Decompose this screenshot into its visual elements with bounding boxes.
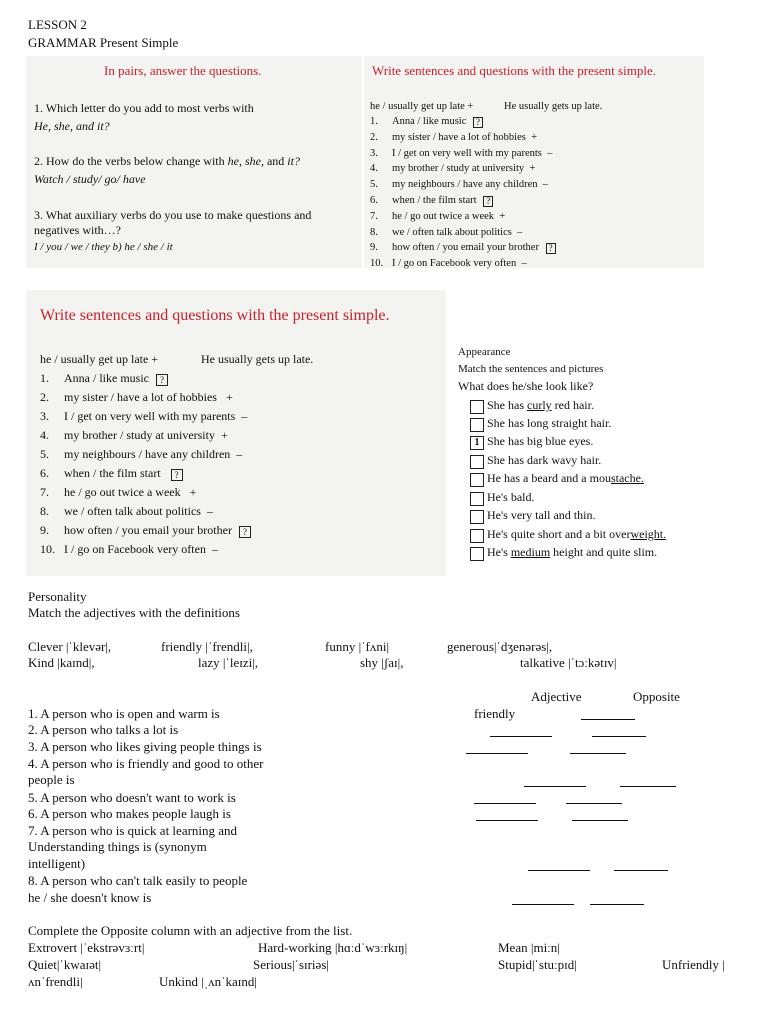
answer-blank[interactable] xyxy=(620,786,676,787)
personality-title: Personality xyxy=(28,589,87,604)
definition: 6. A person who makes people laugh is xyxy=(28,806,231,821)
adjective-word: Kind |kaɪnd|, xyxy=(28,655,95,670)
definition: he / she doesn't know is xyxy=(28,890,152,905)
opposite-word: Unfriendly | xyxy=(662,957,725,972)
small-example-prompt: he / usually get up late + xyxy=(370,101,474,112)
checkbox[interactable]: 1 xyxy=(470,436,484,450)
adjective-word: generous|ˈdʒenərəs|, xyxy=(447,639,553,654)
lesson-label: LESSON 2 xyxy=(28,17,87,32)
definition: intelligent) xyxy=(28,856,86,871)
answer-blank[interactable] xyxy=(590,904,644,905)
appearance-item: He's medium height and quite slim. xyxy=(487,545,658,559)
opposite-word: Hard-working |hɑːdˈwɜːrkɪŋ| xyxy=(258,940,408,955)
definition: 3. A person who likes giving people things is xyxy=(28,739,262,754)
big-exercise-list xyxy=(40,371,251,561)
checkbox[interactable] xyxy=(470,547,484,561)
answer-blank[interactable] xyxy=(592,736,646,737)
appearance-question: What does he/she look like? xyxy=(458,379,594,393)
appearance-item: He has a beard and a moustache. xyxy=(487,471,644,485)
definition: 5. A person who doesn't want to work is xyxy=(28,790,236,805)
pairs-q3-sub: I / you / we / they b) he / she / it xyxy=(34,241,173,253)
small-exercise-list xyxy=(370,115,556,273)
answer-blank[interactable] xyxy=(512,904,574,905)
small-example-answer: He usually gets up late. xyxy=(504,101,603,112)
appearance-item: He's very tall and thin. xyxy=(487,508,596,522)
list-item: 4. my brother / study at university + xyxy=(370,163,536,175)
opposite-word: Mean |miːn| xyxy=(498,940,560,955)
answer-blank[interactable] xyxy=(524,786,586,787)
opposite-word: Stupid|ˈstuːpɪd| xyxy=(498,957,577,972)
checkbox[interactable] xyxy=(470,492,484,506)
answer-blank[interactable] xyxy=(490,736,552,737)
checkbox[interactable] xyxy=(470,510,484,524)
answer-blank[interactable] xyxy=(614,870,668,871)
appearance-instruction: Match the sentences and pictures xyxy=(458,363,604,375)
list-item: 9. how often / you email your brother ? xyxy=(40,523,251,542)
checkbox[interactable] xyxy=(470,529,484,543)
pairs-q3: 3. What auxiliary verbs do you use to make questions and xyxy=(34,208,312,222)
definition: 8. A person who can't talk easily to people xyxy=(28,873,248,888)
list-item: 10. I / go on Facebook very often – xyxy=(370,258,527,270)
list-item: 5. my neighbours / have any children – xyxy=(370,179,549,191)
opposite-word: ʌnˈfrendli| xyxy=(28,974,83,989)
pairs-q1-sub: He, she, and it? xyxy=(34,119,110,133)
list-item: 3. I / get on very well with my parents – xyxy=(370,147,553,159)
big-exercise-title: Write sentences and questions with the present simple. xyxy=(40,307,390,324)
answer-blank[interactable] xyxy=(566,803,622,804)
appearance-item: She has long straight hair. xyxy=(487,416,612,430)
list-item: 5. my neighbours / have any children – xyxy=(40,447,243,461)
definition: 2. A person who talks a lot is xyxy=(28,722,179,737)
answer-blank[interactable] xyxy=(572,820,628,821)
answer-text: friendly xyxy=(474,706,516,721)
adjective-word: shy |ʃaɪ|, xyxy=(360,655,404,670)
checkbox[interactable] xyxy=(470,473,484,487)
list-item: 1. Anna / like music ? xyxy=(370,115,556,131)
pairs-title: In pairs, answer the questions. xyxy=(104,63,262,78)
small-exercise-panel xyxy=(364,56,704,268)
column-header-opposite: Opposite xyxy=(633,689,680,704)
adjective-word: funny |ˈfʌni| xyxy=(325,639,390,654)
pairs-q3-line2: negatives with…? xyxy=(34,223,121,237)
list-item: 2. my sister / have a lot of hobbies + xyxy=(40,390,233,404)
answer-blank[interactable] xyxy=(528,870,590,871)
definition: 7. A person who is quick at learning and xyxy=(28,823,238,838)
list-item: 7. he / go out twice a week + xyxy=(40,485,197,499)
big-example-answer: He usually gets up late. xyxy=(201,352,314,366)
list-item: 8. we / often talk about politics – xyxy=(370,226,523,238)
adjective-word: friendly |ˈfrendli|, xyxy=(161,639,253,654)
definition: 4. A person who is friendly and good to other xyxy=(28,756,264,771)
adjective-word: talkative |ˈtɔːkətɪv| xyxy=(520,655,617,670)
checkbox[interactable] xyxy=(470,400,484,414)
appearance-item: She has big blue eyes. xyxy=(487,434,594,448)
list-item: 6. when / the film start ? xyxy=(40,466,251,485)
checkbox[interactable] xyxy=(470,418,484,432)
answer-blank[interactable] xyxy=(466,753,528,754)
answer-blank[interactable] xyxy=(476,820,538,821)
big-exercise-panel xyxy=(26,290,446,576)
appearance-item: She has curly red hair. xyxy=(487,398,594,412)
answer-blank[interactable] xyxy=(581,719,635,720)
appearance-item: She has dark wavy hair. xyxy=(487,453,602,467)
list-item: 6. when / the film start ? xyxy=(370,194,556,210)
list-item: 7. he / go out twice a week + xyxy=(370,210,506,222)
answer-blank[interactable] xyxy=(570,753,626,754)
personality-instruction: Match the adjectives with the definitions xyxy=(28,605,240,620)
pairs-q2: 2. How do the verbs below change with he, she, and it? xyxy=(34,154,300,168)
adjective-word: lazy |ˈleɪzi|, xyxy=(198,655,259,670)
definition: 1. A person who is open and warm is xyxy=(28,706,220,721)
list-item: 2. my sister / have a lot of hobbies + xyxy=(370,131,538,143)
big-example-prompt: he / usually get up late + xyxy=(40,352,159,366)
answer-blank[interactable] xyxy=(474,803,536,804)
list-item: 1. Anna / like music ? xyxy=(40,371,251,390)
opposite-word: Quiet|ˈkwaɪət| xyxy=(28,957,102,972)
checkbox[interactable] xyxy=(470,455,484,469)
pairs-q1: 1. Which letter do you add to most verbs with xyxy=(34,101,254,115)
definition: Understanding things is (synonym xyxy=(28,839,207,854)
appearance-title: Appearance xyxy=(458,346,511,358)
opposites-instruction: Complete the Opposite column with an adjective from the list. xyxy=(28,923,353,938)
pairs-panel xyxy=(26,56,362,268)
appearance-item: He's quite short and a bit overweight. xyxy=(487,527,667,541)
pairs-q2-sub: Watch / study/ go/ have xyxy=(34,172,146,186)
list-item: 10. I / go on Facebook very often – xyxy=(40,542,218,556)
list-item: 9. how often / you email your brother ? xyxy=(370,241,556,257)
list-item: 3. I / get on very well with my parents – xyxy=(40,409,248,423)
page-title: GRAMMAR Present Simple xyxy=(28,35,179,50)
definition: people is xyxy=(28,772,75,787)
appearance-item: He's bald. xyxy=(487,490,535,504)
list-item: 4. my brother / study at university + xyxy=(40,428,228,442)
opposite-word: Unkind |ˌʌnˈkaɪnd| xyxy=(159,974,257,989)
small-exercise-title: Write sentences and questions with the present simple. xyxy=(372,63,656,78)
list-item: 8. we / often talk about politics – xyxy=(40,504,213,518)
column-header-adjective: Adjective xyxy=(531,689,582,704)
adjective-word: Clever |ˈklevər|, xyxy=(28,639,112,654)
opposite-word: Extrovert |ˈekstrəvɜːrt| xyxy=(28,940,145,955)
opposite-word: Serious|ˈsɪriəs| xyxy=(253,957,329,972)
